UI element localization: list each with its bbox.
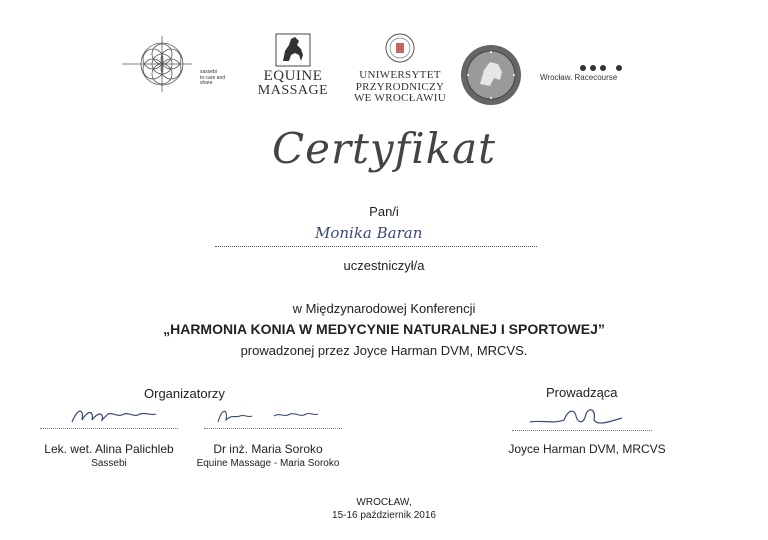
university-line-2: PRZYRODNICZY (355, 80, 445, 93)
signature-line (512, 408, 652, 431)
participated-text: uczestniczył/a (343, 258, 425, 273)
organizer-2-name: Dr inż. Maria Soroko (213, 442, 323, 456)
organizer-1-name: Lek. wet. Alina Palichleb (44, 442, 174, 456)
horse-icon (275, 33, 311, 67)
sassebi-name: sassebi (200, 69, 217, 75)
equine-massage-logo (252, 33, 334, 113)
host-name: Joyce Harman DVM, MRCVS (508, 442, 666, 456)
footer-date: 15-16 październik 2016 (332, 510, 436, 521)
recipient-line (215, 222, 537, 247)
host-heading: Prowadząca (546, 385, 618, 400)
horse-head-seal-icon (460, 44, 522, 106)
signature-palichleb (68, 404, 160, 428)
recipient-name: Monika Baran (315, 224, 423, 242)
university-logo (352, 32, 448, 112)
certificate-title: Certyfikat (271, 124, 497, 173)
university-line-1: UNIWERSYTET (359, 69, 441, 81)
equine-word: EQUINE (263, 68, 323, 84)
wroclaw-racecourse-logo (532, 58, 642, 88)
racecourse-label: Wrocław. Racecourse (540, 73, 618, 82)
organizers-heading: Organizatorzy (144, 386, 225, 401)
conducted-by: prowadzonej przez Joyce Harman DVM, MRCVS. (240, 343, 528, 358)
horse-head-seal-logo (460, 44, 522, 106)
sassebi-logo (122, 36, 232, 92)
signature-line (40, 404, 178, 429)
university-crest-icon (385, 32, 415, 64)
signature-harman (528, 404, 628, 432)
university-line-3: WE WROCŁAWIU (353, 92, 447, 105)
sassebi-tagline: to care and share (200, 74, 226, 86)
massage-word: MASSAGE (257, 83, 329, 98)
conference-intro: w Międzynarodowej Konferencji (292, 301, 476, 316)
signature-line (204, 404, 342, 429)
conference-name: „HARMONIA KONIA W MEDYCYNIE NATURALNEJ I SPORTOWEJ” (163, 321, 605, 337)
signature-soroko (214, 402, 332, 428)
footer-city: WROCŁAW, (356, 497, 412, 508)
organizer-2-org: Equine Massage - Maria Soroko (196, 458, 340, 469)
organizer-1-org: Sassebi (91, 458, 127, 469)
salutation: Pan/i (369, 204, 399, 219)
